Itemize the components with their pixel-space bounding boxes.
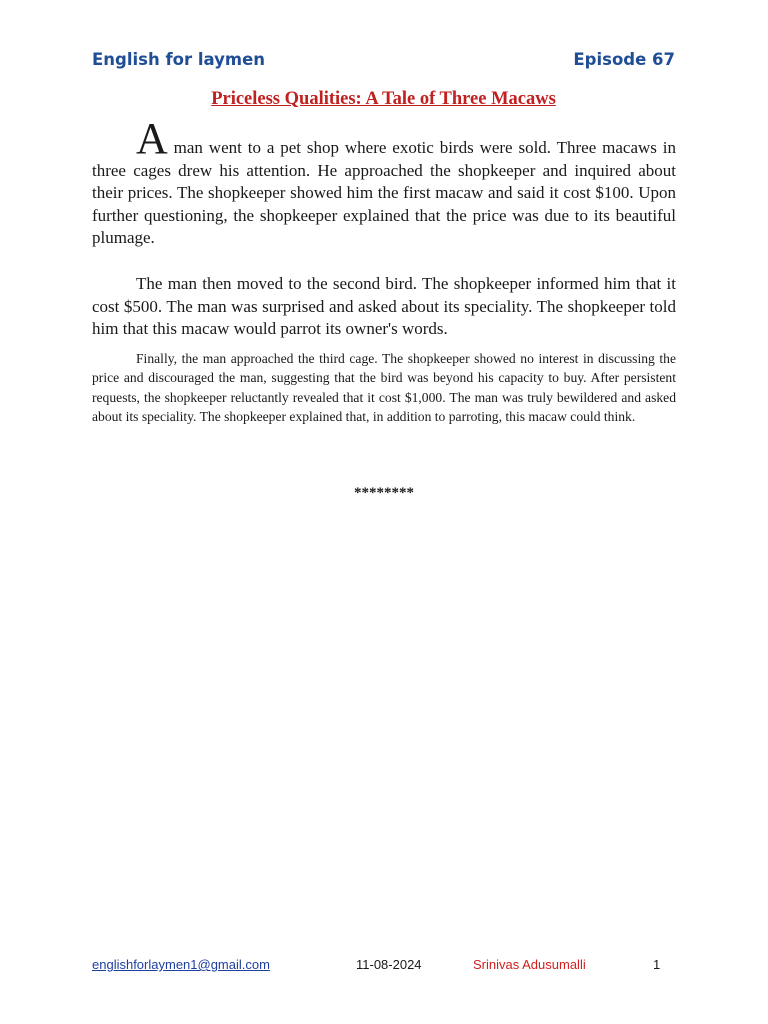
paragraph-1 (92, 114, 676, 250)
section-separator: ******** (354, 485, 414, 501)
page-number: 1 (653, 957, 661, 972)
page-header (92, 50, 675, 74)
story-title: Priceless Qualities: A Tale of Three Macaws (211, 89, 556, 109)
footer-email-link[interactable]: englishforlaymen1@gmail.com (92, 957, 270, 972)
episode-label: Episode 67 (573, 50, 675, 69)
footer-date: 11-08-2024 (356, 957, 422, 972)
series-title: English for laymen (92, 50, 266, 69)
footer-author: Srinivas Adusumalli (473, 957, 586, 972)
paragraph-3: Finally, the man approached the third cage. The shopkeeper showed no interest in discussing the price and discouraged the man, suggesting that the bird was beyond his capacity to buy. After persistent requests, the shopkeeper reluctantly revealed that it cost $1,000. The man was truly bewildered and asked about its speciality. The shopkeeper explained that, in addition to parroting, this macaw could think. (92, 351, 676, 424)
paragraph-1-text: man went to a pet shop where exotic birds were sold. Three macaws in three cages drew his attention. He approached the shopkeeper and inquired about their prices. The shopkeeper showed him the first macaw and said it cost $100. Upon further questioning, the shopkeeper explained that the price was due to its beautiful plumage. (92, 138, 676, 248)
drop-cap: A (136, 114, 168, 163)
paragraph-2: The man then moved to the second bird. The shopkeeper informed him that it cost $500. The man was surprised and asked about its speciality. The shopkeeper told him that this macaw would parrot its owner's words. (92, 274, 676, 339)
